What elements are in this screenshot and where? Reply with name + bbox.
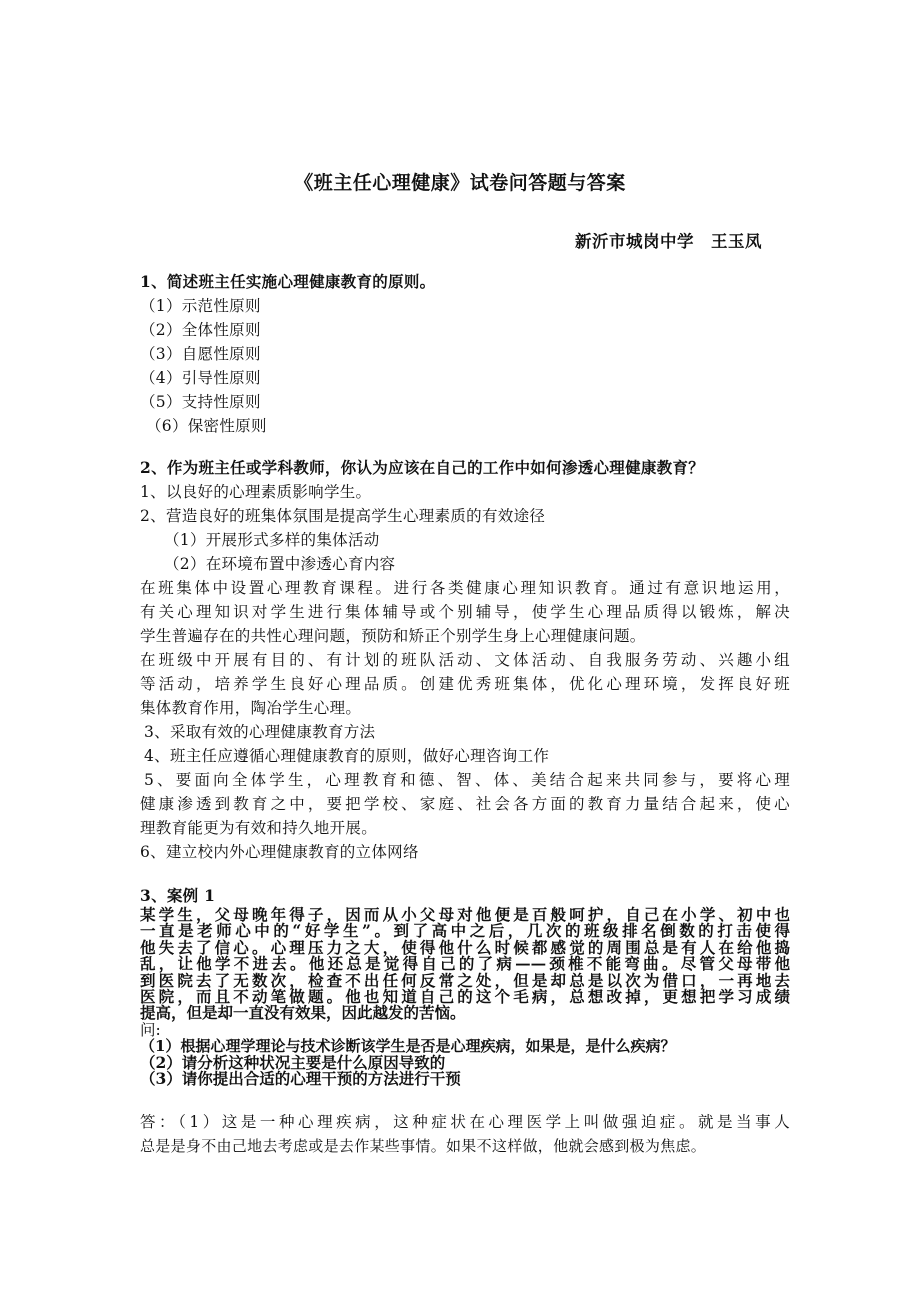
case-study-text bbox=[140, 907, 790, 1087]
case-question: （2）请分析这种状况主要是什么原因导致的 bbox=[140, 1052, 446, 1072]
answer-line: 集体教育作用，陶冶学生心理。 bbox=[140, 699, 362, 717]
case-line: 他失去了信心。心理压力之大，使得他什么时候都感觉的周围总是有人在给他捣 bbox=[140, 937, 790, 957]
case-line: 到医院去了无数次，检查不出任何反常之处，但是却总是以次为借口，一再地去 bbox=[140, 970, 790, 990]
case-question: （1）根据心理学理论与技术诊断该学生是否是心理疾病，如果是，是什么疾病？ bbox=[140, 1037, 676, 1056]
answer-line: 等活动，培养学生良好心理品质。创建优秀班集体，优化心理环境，发挥良好班 bbox=[140, 675, 790, 693]
answer-line: 学生普遍存在的共性心理问题，预防和矫正个别学生身上心理健康问题。 bbox=[140, 627, 646, 645]
answer-line: 6、建立校内外心理健康教育的立体网络 bbox=[140, 843, 419, 861]
answer-line: （2）在环境布置中渗透心育内容 bbox=[164, 555, 396, 573]
case-answer bbox=[140, 1110, 790, 1158]
question-1-heading: 1、简述班主任实施心理健康教育的原则。 bbox=[140, 272, 436, 291]
case-question-label: 问: bbox=[140, 1020, 161, 1039]
answer-line: 5、要面向全体学生，心理教育和德、智、体、美结合起来共同参与，要将心理 bbox=[144, 771, 790, 789]
answer-line: 3、采取有效的心理健康教育方法 bbox=[144, 723, 376, 741]
list-item: （1）示范性原则 bbox=[140, 297, 261, 315]
author-line: 新沂市城岗中学 王玉凤 bbox=[575, 232, 762, 251]
question-2-section bbox=[140, 456, 790, 864]
case-line: 一直是老师心中的“好学生”。到了高中之后，几次的班级排名倒数的打击使得 bbox=[140, 921, 790, 941]
case-line: 医院，而且不动笔做题。他也知道自己的这个毛病，总想改掉，更想把学习成绩 bbox=[140, 986, 790, 1006]
document-title: 《班主任心理健康》试卷问答题与答案 bbox=[294, 172, 626, 194]
answer-line: （1）开展形式多样的集体活动 bbox=[164, 531, 380, 549]
answer-line: 2、营造良好的班集体氛围是提高学生心理素质的有效途径 bbox=[140, 507, 546, 525]
answer-line: 在班集体中设置心理教育课程。进行各类健康心理知识教育。通过有意识地运用， bbox=[140, 579, 790, 597]
answer-line: 4、班主任应遵循心理健康教育的原则，做好心理咨询工作 bbox=[144, 747, 550, 765]
answer-line: 答：（1）这是一种心理疾病，这种症状在心理医学上叫做强迫症。就是当事人 bbox=[140, 1113, 790, 1131]
question-3-heading: 3、案例 1 bbox=[140, 886, 216, 905]
answer-line: 理教育能更为有效和持久地开展。 bbox=[140, 819, 378, 837]
answer-line: 总是是身不由己地去考虑或是去作某些事情。如果不这样做，他就会感到极为焦虑。 bbox=[140, 1137, 707, 1155]
case-line: 某学生，父母晚年得子，因而从小父母对他便是百般呵护，自己在小学、初中也 bbox=[140, 905, 790, 924]
case-question: （3）请你提出合适的心理干预的方法进行干预 bbox=[140, 1068, 461, 1088]
case-line: 乱，让他学不进去。他还总是觉得自己的了病——颈椎不能弯曲。尽管父母带他 bbox=[140, 954, 790, 974]
list-item: （3）自愿性原则 bbox=[140, 345, 261, 363]
list-item: （4）引导性原则 bbox=[140, 369, 261, 387]
answer-line: 在班级中开展有目的、有计划的班队活动、文体活动、自我服务劳动、兴趣小组 bbox=[140, 651, 790, 669]
question-2-heading: 2、作为班主任或学科教师，你认为应该在自己的工作中如何渗透心理健康教育？ bbox=[140, 458, 705, 477]
answer-line: 健康渗透到教育之中，要把学校、家庭、社会各方面的教育力量结合起来，使心 bbox=[140, 795, 790, 813]
list-item: （2）全体性原则 bbox=[140, 321, 261, 339]
list-item: （5）支持性原则 bbox=[140, 393, 261, 411]
answer-line: 有关心理知识对学生进行集体辅导或个别辅导，使学生心理品质得以锻炼，解决 bbox=[140, 603, 790, 621]
case-line: 提高，但是却一直没有效果，因此越发的苦恼。 bbox=[140, 1003, 466, 1023]
list-item: （6）保密性原则 bbox=[146, 417, 267, 435]
answer-line: 1、以良好的心理素质影响学生。 bbox=[140, 483, 372, 501]
question-1-section bbox=[140, 270, 790, 438]
